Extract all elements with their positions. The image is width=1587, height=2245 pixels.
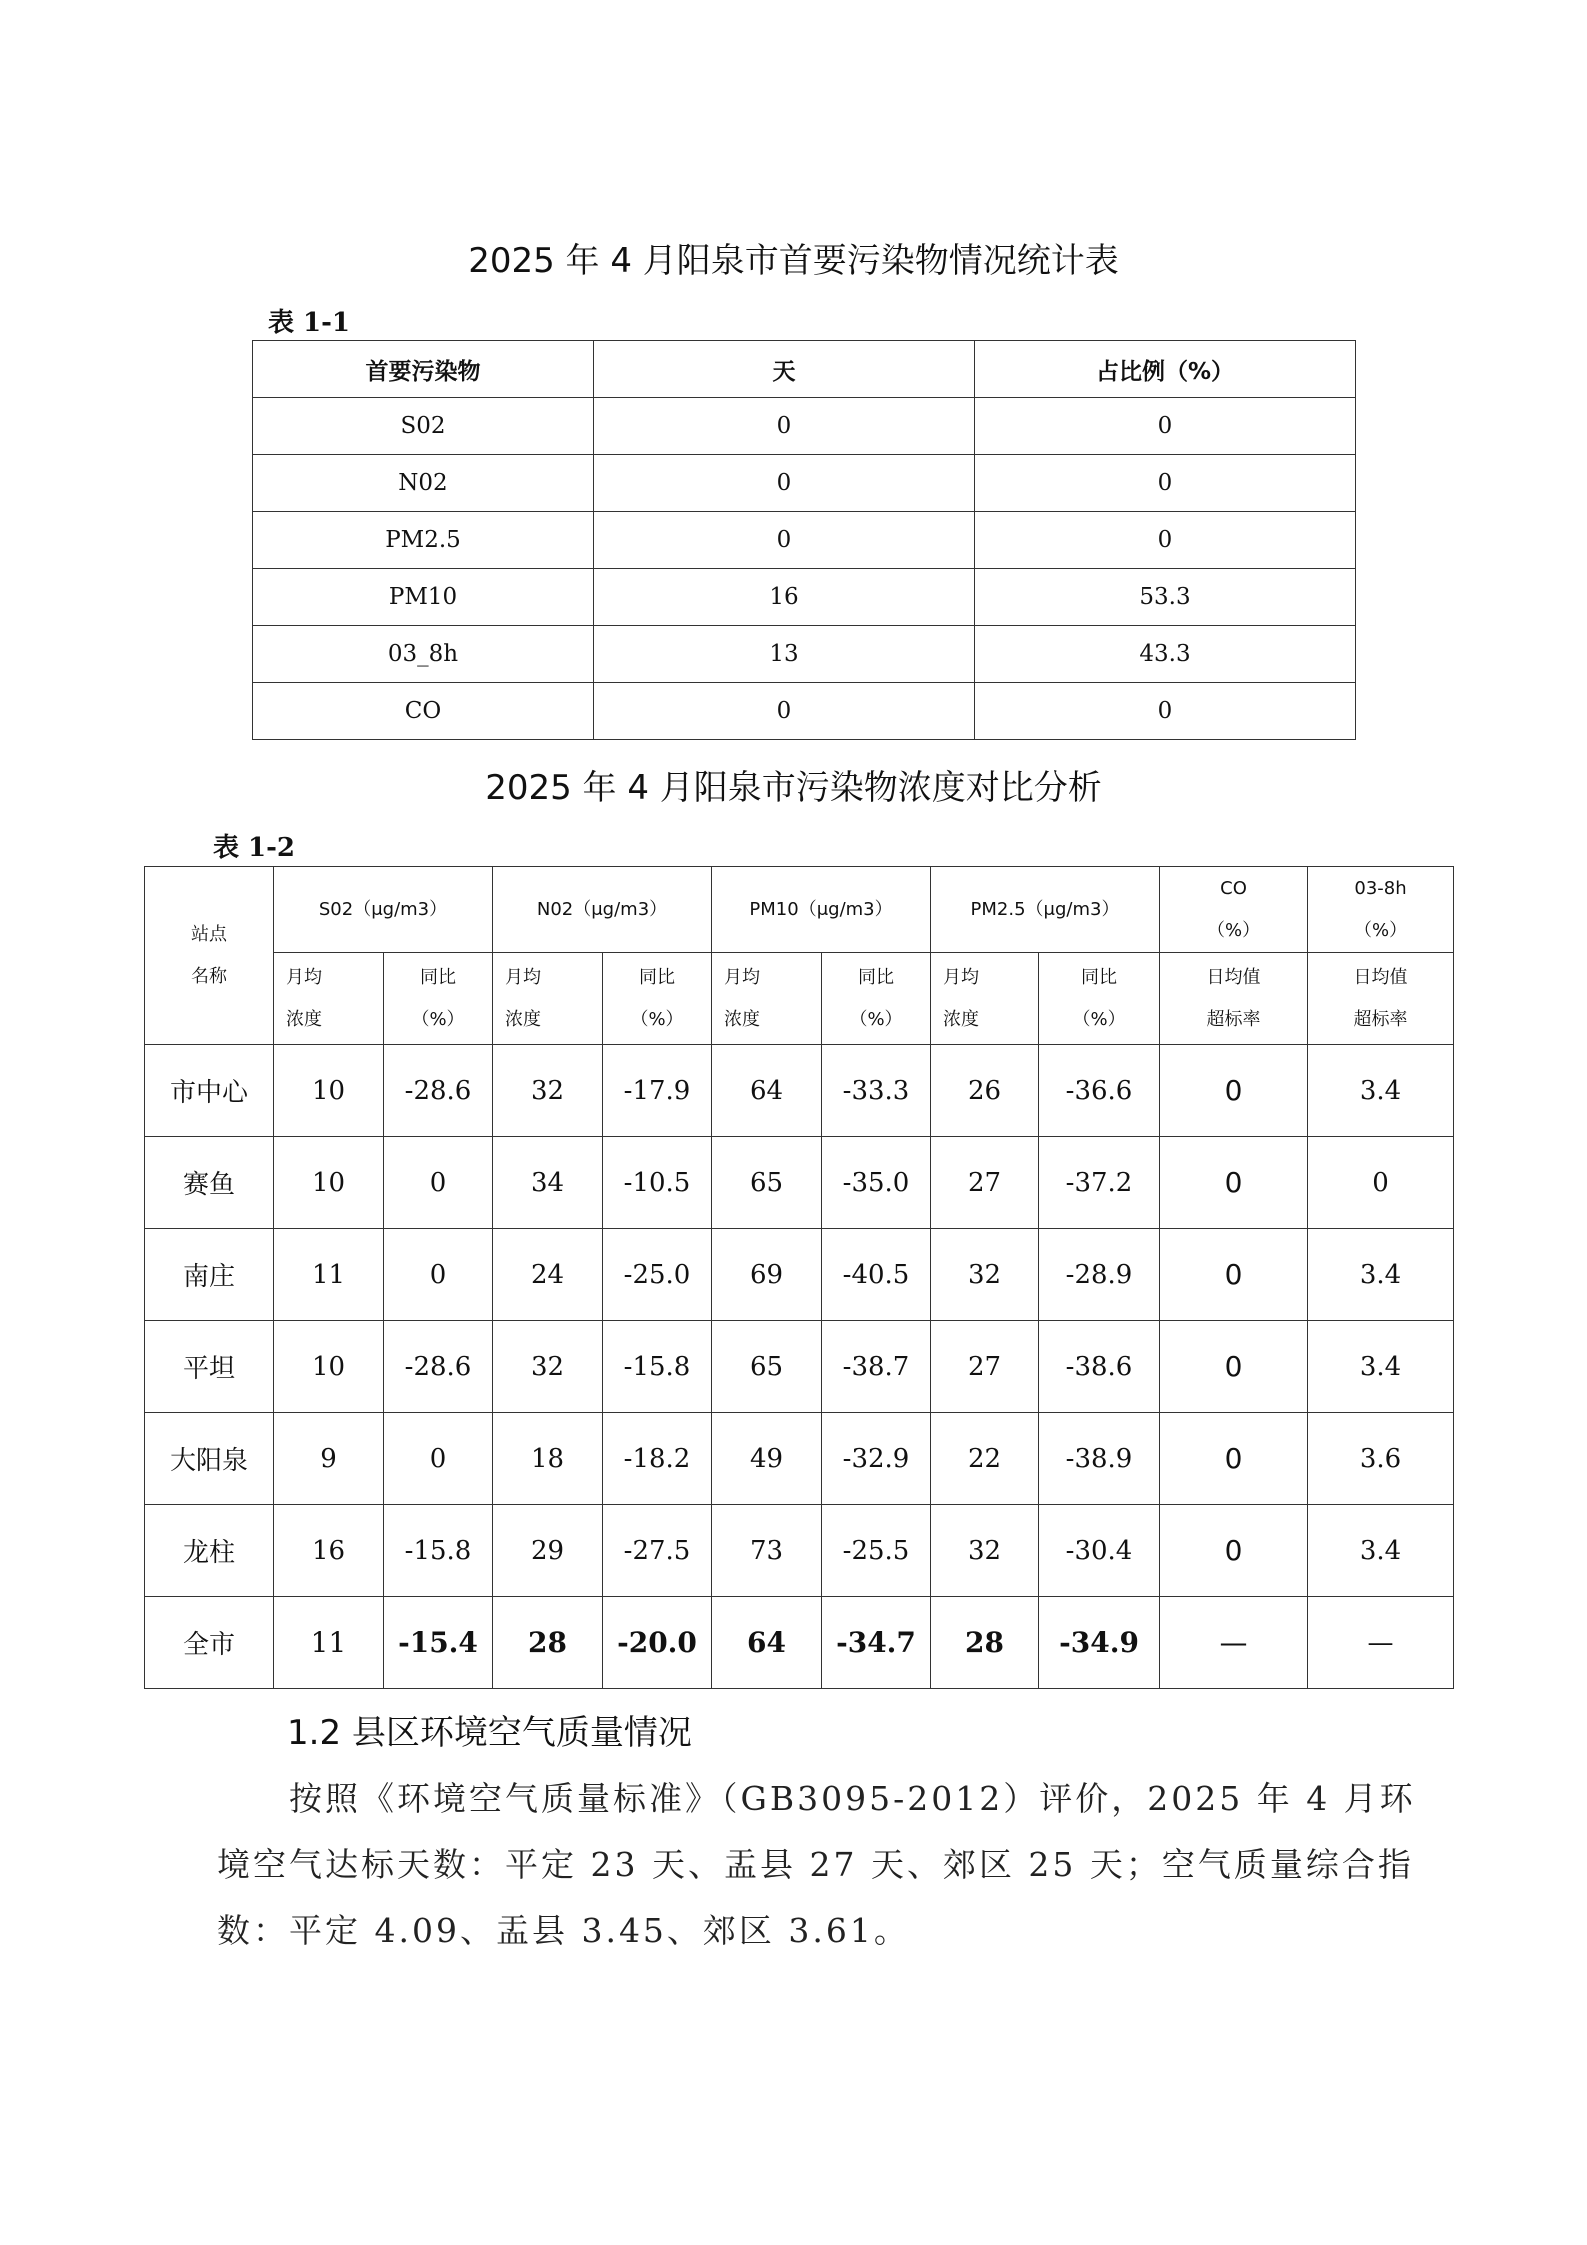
- cell: -15.8: [384, 1505, 493, 1597]
- cell: 64: [712, 1045, 822, 1137]
- table2-title: 2025 年 4 月阳泉市污染物浓度对比分析: [485, 768, 1102, 808]
- header-station-line2: 名称: [191, 965, 227, 987]
- table-row: [145, 1045, 1454, 1137]
- primary-pollutant-table: [252, 340, 1356, 740]
- cell: -27.5: [603, 1505, 712, 1597]
- table-row: [145, 1505, 1454, 1597]
- table2-label: 表 1-2: [213, 833, 296, 863]
- sub-yoy-line1: 同比: [1081, 966, 1118, 988]
- cell: 18: [493, 1413, 603, 1505]
- cell: 0: [384, 1229, 493, 1321]
- cell: 27: [931, 1137, 1039, 1229]
- table-row: [145, 1229, 1454, 1321]
- cell: 53.3: [975, 569, 1356, 626]
- section-heading: 1.2 县区环境空气质量情况: [287, 1713, 692, 1753]
- station-name: 平坦: [145, 1321, 274, 1413]
- sub-yoy: [384, 953, 493, 1045]
- station-name: 全市: [145, 1597, 274, 1689]
- header-co-line1: CO: [1220, 877, 1247, 899]
- cell: 49: [712, 1413, 822, 1505]
- cell: -17.9: [603, 1045, 712, 1137]
- cell: 73: [712, 1505, 822, 1597]
- sub-yoy-line2: （%）: [849, 1008, 903, 1030]
- cell: 34: [493, 1137, 603, 1229]
- cell: -28.9: [1039, 1229, 1160, 1321]
- cell: 16: [274, 1505, 384, 1597]
- paragraph-line: 按照《环境空气质量标准》（GB3095-2012）评价，2025 年 4 月环: [289, 1779, 1416, 1818]
- cell: -38.6: [1039, 1321, 1160, 1413]
- cell: 0: [594, 683, 975, 740]
- cell: 26: [931, 1045, 1039, 1137]
- table-row: [253, 512, 1356, 569]
- cell: -10.5: [603, 1137, 712, 1229]
- sub-yoy: [822, 953, 931, 1045]
- table-row: [145, 1137, 1454, 1229]
- table-header-row: [145, 867, 1454, 953]
- sub-month-line2: 浓度: [286, 1008, 322, 1030]
- sub-exceed-line2: 超标率: [1206, 1008, 1261, 1030]
- sub-month: [274, 953, 384, 1045]
- table1-label: 表 1-1: [268, 308, 351, 338]
- cell: -35.0: [822, 1137, 931, 1229]
- cell: 0: [1160, 1137, 1308, 1229]
- cell: 0: [594, 455, 975, 512]
- header-pm10: PM10（μg/m3）: [712, 867, 931, 953]
- sub-month-line1: 月均: [286, 966, 322, 988]
- station-name: 市中心: [145, 1045, 274, 1137]
- cell: 28: [493, 1597, 603, 1689]
- cell: -37.2: [1039, 1137, 1160, 1229]
- sub-yoy-line2: （%）: [1072, 1008, 1126, 1030]
- concentration-table: [144, 866, 1454, 1689]
- cell: 9: [274, 1413, 384, 1505]
- cell: 32: [931, 1229, 1039, 1321]
- cell: 3.4: [1308, 1321, 1454, 1413]
- cell: N02: [253, 455, 594, 512]
- cell: 16: [594, 569, 975, 626]
- header-no2: N02（μg/m3）: [493, 867, 712, 953]
- sub-month-line1: 月均: [505, 966, 542, 988]
- sub-yoy: [603, 953, 712, 1045]
- cell: 10: [274, 1137, 384, 1229]
- sub-month: [712, 953, 822, 1045]
- sub-exceed-line1: 日均值: [1206, 966, 1261, 988]
- cell: 43.3: [975, 626, 1356, 683]
- cell: 11: [274, 1597, 384, 1689]
- cell: -25.0: [603, 1229, 712, 1321]
- cell: 0: [975, 455, 1356, 512]
- table-row-total: [145, 1597, 1454, 1689]
- section-paragraph: [217, 1766, 1417, 1964]
- cell: 3.4: [1308, 1045, 1454, 1137]
- sub-yoy-line2: （%）: [411, 1008, 465, 1030]
- header-days: 天: [594, 341, 975, 398]
- cell: 0: [975, 683, 1356, 740]
- table-row: [253, 626, 1356, 683]
- sub-month-line2: 浓度: [505, 1008, 542, 1030]
- cell: 27: [931, 1321, 1039, 1413]
- cell: —: [1308, 1597, 1454, 1689]
- table1-title: 2025 年 4 月阳泉市首要污染物情况统计表: [468, 241, 1119, 281]
- cell: 24: [493, 1229, 603, 1321]
- cell: 69: [712, 1229, 822, 1321]
- cell: -40.5: [822, 1229, 931, 1321]
- table-row: [253, 683, 1356, 740]
- header-ratio: 占比例（%）: [975, 341, 1356, 398]
- cell: 3.6: [1308, 1413, 1454, 1505]
- sub-yoy-line1: 同比: [639, 966, 676, 988]
- header-o3-line2: （%）: [1353, 919, 1408, 941]
- cell: PM2.5: [253, 512, 594, 569]
- cell: 28: [931, 1597, 1039, 1689]
- header-pollutant: 首要污染物: [253, 341, 594, 398]
- header-so2: S02（μg/m3）: [274, 867, 493, 953]
- cell: 0: [594, 512, 975, 569]
- paragraph-line: 数：平定 4.09、盂县 3.45、郊区 3.61。: [217, 1911, 910, 1950]
- header-station: [145, 867, 274, 1045]
- cell: 13: [594, 626, 975, 683]
- cell: 65: [712, 1321, 822, 1413]
- sub-month: [493, 953, 603, 1045]
- cell: CO: [253, 683, 594, 740]
- cell: -33.3: [822, 1045, 931, 1137]
- table-row: [253, 455, 1356, 512]
- cell: 22: [931, 1413, 1039, 1505]
- header-o3-line1: 03-8h: [1354, 877, 1407, 899]
- cell: PM10: [253, 569, 594, 626]
- cell: -15.8: [603, 1321, 712, 1413]
- cell: -38.9: [1039, 1413, 1160, 1505]
- cell: -28.6: [384, 1045, 493, 1137]
- sub-yoy-line2: （%）: [630, 1008, 684, 1030]
- sub-month-line1: 月均: [724, 966, 761, 988]
- sub-month: [931, 953, 1039, 1045]
- cell: 0: [1160, 1321, 1308, 1413]
- sub-month-line2: 浓度: [943, 1008, 980, 1030]
- cell: -36.6: [1039, 1045, 1160, 1137]
- cell: 0: [1160, 1045, 1308, 1137]
- sub-yoy-line1: 同比: [420, 966, 456, 988]
- sub-exceed-line1: 日均值: [1353, 966, 1408, 988]
- cell: 0: [594, 398, 975, 455]
- cell: -30.4: [1039, 1505, 1160, 1597]
- cell: —: [1160, 1597, 1308, 1689]
- table-row: [253, 569, 1356, 626]
- cell: 0: [384, 1137, 493, 1229]
- cell: 0: [1160, 1413, 1308, 1505]
- station-name: 赛鱼: [145, 1137, 274, 1229]
- header-o3: [1308, 867, 1454, 953]
- table-header-row: [253, 341, 1356, 398]
- station-name: 南庄: [145, 1229, 274, 1321]
- cell: 3.4: [1308, 1229, 1454, 1321]
- cell: 0: [1308, 1137, 1454, 1229]
- header-co-line2: （%）: [1206, 919, 1261, 941]
- table-subheader-row: [145, 953, 1454, 1045]
- paragraph-line: 境空气达标天数：平定 23 天、盂县 27 天、郊区 25 天；空气质量综合指: [217, 1845, 1414, 1884]
- station-name: 龙柱: [145, 1505, 274, 1597]
- cell: 65: [712, 1137, 822, 1229]
- cell: -38.7: [822, 1321, 931, 1413]
- cell: -32.9: [822, 1413, 931, 1505]
- cell: -28.6: [384, 1321, 493, 1413]
- station-name: 大阳泉: [145, 1413, 274, 1505]
- header-station-line1: 站点: [191, 923, 227, 945]
- sub-month-line1: 月均: [943, 966, 980, 988]
- cell: 32: [493, 1045, 603, 1137]
- header-pm25: PM2.5（μg/m3）: [931, 867, 1160, 953]
- cell: -18.2: [603, 1413, 712, 1505]
- cell: 32: [493, 1321, 603, 1413]
- cell: -15.4: [384, 1597, 493, 1689]
- table-row: [253, 398, 1356, 455]
- table-row: [145, 1413, 1454, 1505]
- cell: 32: [931, 1505, 1039, 1597]
- sub-yoy: [1039, 953, 1160, 1045]
- cell: 0: [1160, 1505, 1308, 1597]
- table2-body: [145, 1045, 1454, 1689]
- header-co: [1160, 867, 1308, 953]
- cell: S02: [253, 398, 594, 455]
- cell: 29: [493, 1505, 603, 1597]
- cell: 3.4: [1308, 1505, 1454, 1597]
- cell: 03_8h: [253, 626, 594, 683]
- cell: -20.0: [603, 1597, 712, 1689]
- cell: 0: [975, 512, 1356, 569]
- cell: 0: [1160, 1229, 1308, 1321]
- cell: 0: [975, 398, 1356, 455]
- sub-exceed: [1308, 953, 1454, 1045]
- sub-yoy-line1: 同比: [858, 966, 895, 988]
- cell: -34.7: [822, 1597, 931, 1689]
- sub-month-line2: 浓度: [724, 1008, 761, 1030]
- cell: 10: [274, 1321, 384, 1413]
- table-row: [145, 1321, 1454, 1413]
- sub-exceed: [1160, 953, 1308, 1045]
- cell: 10: [274, 1045, 384, 1137]
- cell: 64: [712, 1597, 822, 1689]
- cell: -25.5: [822, 1505, 931, 1597]
- sub-exceed-line2: 超标率: [1353, 1008, 1408, 1030]
- cell: 11: [274, 1229, 384, 1321]
- cell: 0: [384, 1413, 493, 1505]
- cell: -34.9: [1039, 1597, 1160, 1689]
